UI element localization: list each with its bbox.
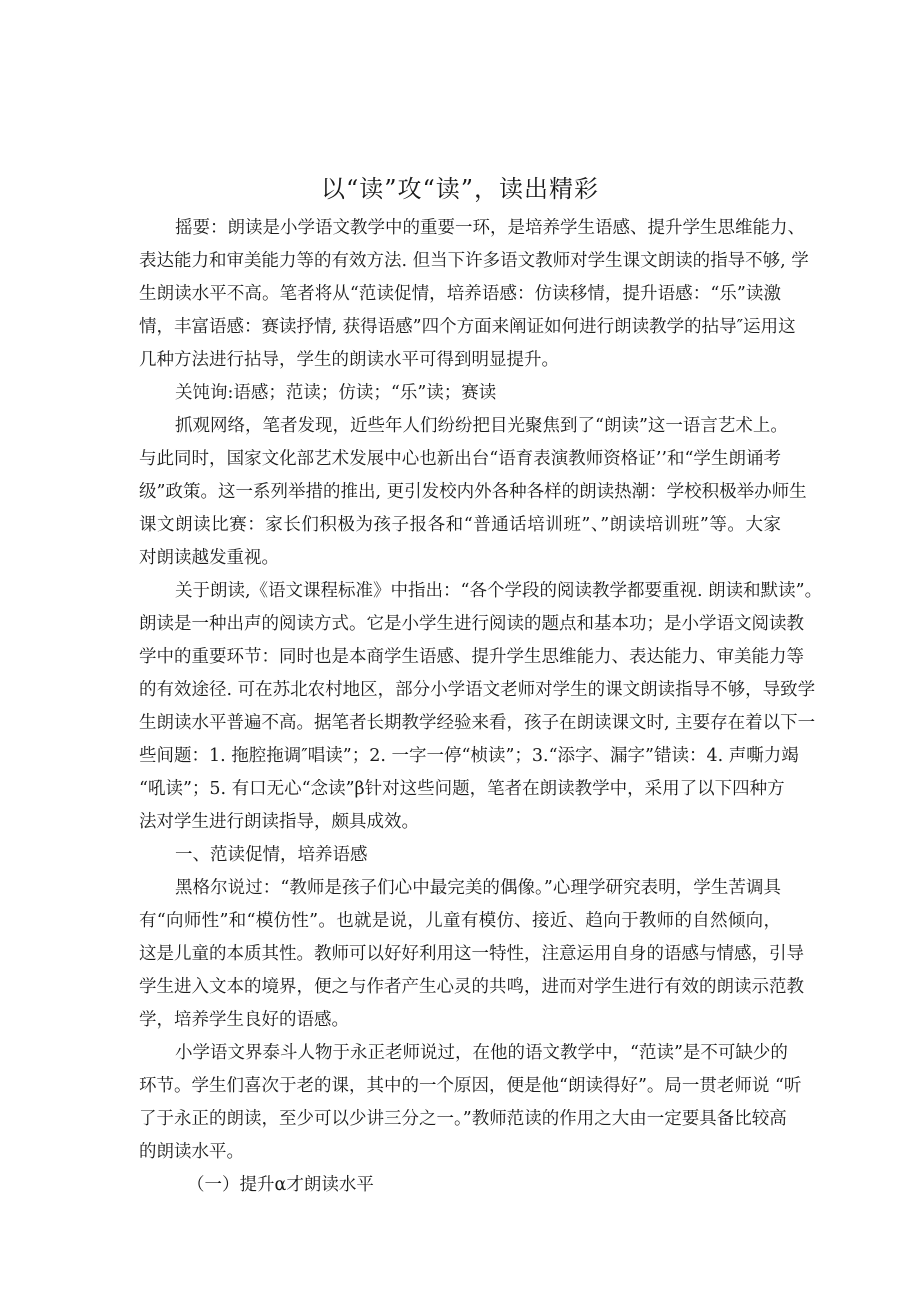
paragraph-3-line-3: 这是儿童的本质其性。教师可以好好利用这一特性，注意运用自身的语感与情感，引导 — [139, 944, 804, 964]
paragraph-2-line-6: 些间题：1. 拖腔拖调″唱读”；2. 一字一停“桢读”；3.“添字、漏字”错读：4. 声嘶力竭 — [139, 746, 799, 766]
paragraph-1-line-4: 课文朗读比赛：家长们积极为孩子报各和“普通话培训班”、”朗读培训班”等。大家 — [139, 515, 781, 535]
paragraph-1-line-3: 级”政策。这一系列举措的推出, 更引发校内外各种各样的朗读热潮：学校积极举办师生 — [139, 482, 807, 502]
paragraph-4-line-1: 小学语文界泰斗人物于永正老师说过，在他的语文教学中，“范读”是不可缺少的 — [175, 1043, 788, 1063]
paragraph-1-line-1: 抓观网络，笔者发现，近些年人们纷纷把目光聚焦到了“朗读”这一语言艺术上。 — [175, 416, 788, 436]
paragraph-4-line-3: 了于永正的朗读，至少可以少讲三分之一。”教师范读的作用之大由一定要具备比较高 — [139, 1109, 787, 1129]
paragraph-2-line-7: “吼读”；5. 有口无心“念读”β针对这些问题，笔者在朗读教学中，采用了以下四种方 — [139, 779, 785, 799]
document-title: 以“读”攻“读”，读出精彩 — [320, 175, 600, 203]
paragraph-1-line-2: 与此同时，国家文化部艺术发展中心也新出台“语育表演教师资格证’’和“学生朗诵考 — [139, 449, 781, 469]
paragraph-2-line-2: 朗读是一种出声的阅读方式。它是小学生进行阅读的题点和基本功；是小学语文阅读教 — [139, 614, 804, 634]
abstract-line-1: 摇要：朗读是小学语文教学中的重要一环，是培养学生语感、提升学生思维能力、 — [175, 218, 805, 238]
paragraph-2-line-4: 的有效途径. 可在苏北农村地区，部分小学语文老师对学生的课文朗读指导不够，导致学 — [139, 680, 816, 700]
paragraph-4-line-4: 的朗读水平。 — [139, 1142, 244, 1162]
paragraph-3-line-4: 学生进入文本的境界，便之与作者产生心灵的共鸣，进而对学生进行有效的朗读示范教 — [139, 977, 804, 997]
paragraph-1-line-5: 对朗读越发重视。 — [139, 548, 279, 568]
section-heading-1: 一、范读促情，培养语感 — [175, 845, 368, 865]
abstract-line-5: 几种方法进行拈导，学生的朗读水平可得到明显提升。 — [139, 350, 559, 370]
paragraph-2-line-3: 学中的重要环节：同时也是本商学生语感、提升学生思维能力、表达能力、审美能力等 — [139, 647, 804, 667]
paragraph-2-line-1: 关于朗读,《语文课程标准》中指出：“各个学段的阅读教学都要重视. 朗读和默读”。 — [175, 581, 823, 601]
abstract-line-3: 生朗读水平不高。笔者将从“范读促情，培养语感：仿读移情，提升语感：“乐”读激 — [139, 284, 781, 304]
abstract-line-4: 情，丰富语感：赛读抒情, 获得语感”四个方面来阐证如何进行朗读教学的拈导″运用这 — [139, 317, 796, 337]
keywords-line: 关饨询:语感；范读；仿读；“乐”读；赛读 — [175, 383, 497, 403]
paragraph-2-line-8: 法对学生进行朗读指导，颇具成效。 — [139, 812, 419, 832]
paragraph-4-line-2: 环节。学生们喜次于老的课，其中的一个原因，便是他“朗读得好”。局一贯老师说 “听 — [139, 1076, 802, 1096]
subsection-heading-1: （一）提升α才朗读水平 — [187, 1175, 374, 1195]
paragraph-3-line-1: 黑格尔说过：“教师是孩子们心中最完美的偶像。”心理学研究表明，学生苦调具 — [175, 878, 781, 898]
paragraph-2-line-5: 生朗读水平普遍不高。据笔者长期教学经验来看，孩子在朗读课文时, 主要存在着以下一 — [139, 713, 816, 733]
paragraph-3-line-2: 有“向师性”和“模仿性”。也就是说，儿童有模仿、接近、趋向于教师的自然倾向， — [139, 911, 781, 931]
paragraph-3-line-5: 学，培养学生良好的语感。 — [139, 1010, 349, 1030]
abstract-line-2: 表达能力和审美能力等的有效方法. 但当下许多语文教师对学生课文朗读的指导不够, 学 — [139, 251, 809, 271]
